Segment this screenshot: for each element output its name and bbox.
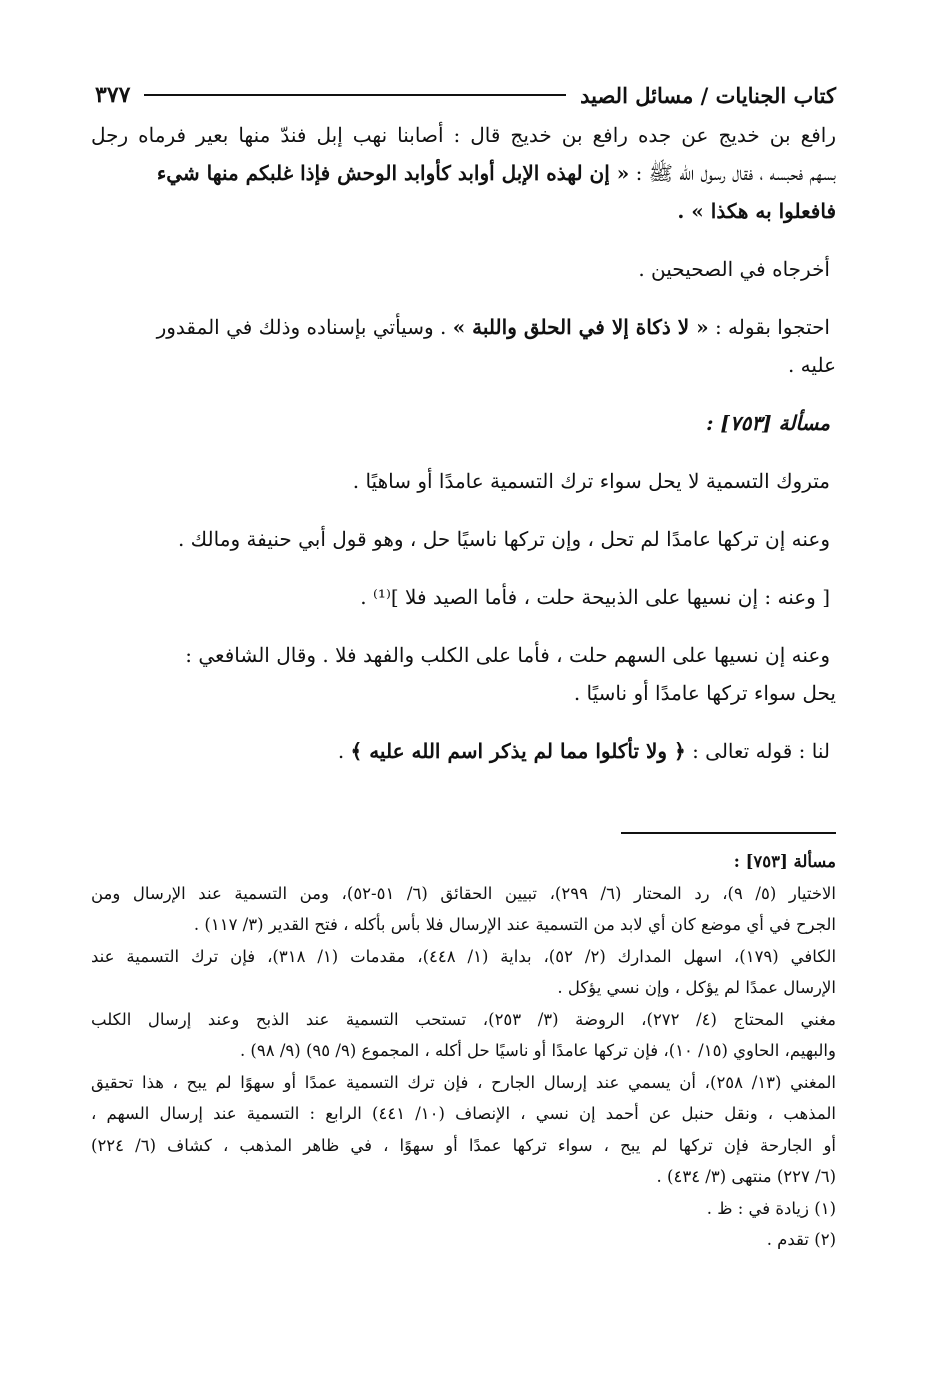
paragraph-line: [ وعنه : إن نسيها على الذبيحة حلت ، فأما الصيد فلا ]⁽¹⁾ . (360, 585, 830, 609)
paragraph-line (91, 154, 836, 192)
text-run: لنا : قوله تعالى : (685, 739, 830, 763)
hadith-quote-end: فافعلوا به هكذا » . (677, 199, 836, 223)
paragraph-line: عليه . (787, 353, 836, 377)
footnote-heading: مسألة [٧٥٣] : (733, 852, 836, 871)
footnote-line: أو الجارحة فإن تركها لم يبح ، سواء تركها عمدًا أو سهوًا ، في ظاهر المذهب ، كشاف (٦/ ٢٢٤) (91, 1135, 837, 1155)
paragraph-line: متروك التسمية لا يحل سواء ترك التسمية عامدًا أو ساهيًا . (352, 469, 830, 493)
footnote-line: مغني المحتاج (٤/ ٢٧٢)، الروضة (٣/ ٢٥٣)، تستحب التسمية عند الذبح وعند إرسال الكلب (91, 1009, 836, 1029)
footnote-line: المذهب ، ونقل حنبل عن أحمد إن نسي ، الإنصاف (١٠/ ٤٤١) الرابع : التسمية عند إرسال السهم ، (91, 1104, 836, 1123)
issue-heading: مسألة [٧٥٣] : (706, 411, 830, 435)
footnote-note-1: (١) زيادة في : ظ . (706, 1198, 836, 1218)
text-run: . وسيأتي بإسناده وذلك في المقدور (156, 315, 453, 339)
text-run: احتجوا بقوله : (708, 315, 830, 339)
header-rule (144, 94, 566, 96)
paragraph-line: وعنه إن تركها عامدًا لم تحل ، وإن تركها ناسيًا حل ، وهو قول أبي حنيفة ومالك . (177, 527, 830, 551)
running-title: كتاب الجنايات / مسائل الصيد (580, 82, 836, 108)
paragraph-line: يحل سواء تركها عامدًا أو ناسيًا . (573, 681, 836, 705)
page-number: ٣٧٧ (95, 82, 131, 108)
text-run: . (337, 739, 351, 763)
footnotes (91, 846, 836, 1256)
footnote-line: الجرح في أي موضع كان أي لابد من التسمية عند الإرسال فلا بأس بأكله ، فتح القدير (٣/ ١١٧) . (193, 915, 836, 934)
footnote-line: الإرسال عمدًا لم يؤكل ، وإن نسي يؤكل . (557, 978, 836, 997)
paragraph-line: وعنه إن نسيها على السهم حلت ، فأما على الكلب والفهد فلا . وقال الشافعي : (185, 643, 830, 667)
hadith-quote: « إن لهذه الإبل أوابد كأوابد الوحش فإذا غلبكم منها شيء (156, 161, 630, 185)
footnote-note-2: (٢) تقدم . (766, 1230, 836, 1249)
main-text (91, 116, 836, 770)
footnote-line: المغني (١٣/ ٢٥٨)، أن يسمي عند إرسال الجارح ، فإن ترك التسمية عمدًا أو سهوًا لم يبح ، هذا تحقيق (91, 1072, 836, 1092)
paragraph-line (91, 308, 836, 346)
footnote-rule (621, 832, 836, 834)
paragraph-line: رافع بن خديج عن جده رافع بن خديج قال : أصابنا نهب إبل فندّ منها بعير فرماه رجل (91, 123, 836, 147)
footnote-line: الاختيار (٥/ ٩)، رد المحتار (٦/ ٢٩٩)، تبيين الحقائق (٦/ ٥١-٥٢)، ومن التسمية عند الإرسال ومن (91, 883, 837, 903)
running-header (95, 78, 836, 112)
hadith-quote: « لا ذكاة إلا في الحلق واللبة » (452, 315, 709, 339)
paragraph-line: أخرجاه في الصحيحين . (638, 257, 830, 281)
paragraph-line (91, 732, 836, 770)
footnote-line: الكافي (١٧٩)، اسهل المدارك (٢/ ٥٢)، بداية (١/ ٤٤٨)، مقدمات (١/ ٣١٨)، فإن ترك التسمية عند (91, 946, 837, 966)
footnote-line: والبهيم، الحاوي (١٥/ ١٠)، فإن تركها عامدًا أو ناسيًا حل أكله ، المجموع (٩/ ٩٥) (٩/ ٩٨) . (239, 1041, 836, 1060)
text-run: بسهم فحبسه ، فقال رسول الله ﷺ : (629, 161, 836, 185)
footnote-line: (٦/ ٢٢٧) منتهى (٣/ ٤٣٤) . (656, 1167, 836, 1186)
quran-quote: ﴿ ولا تأكلوا مما لم يذكر اسم الله عليه ﴾ (350, 739, 686, 763)
